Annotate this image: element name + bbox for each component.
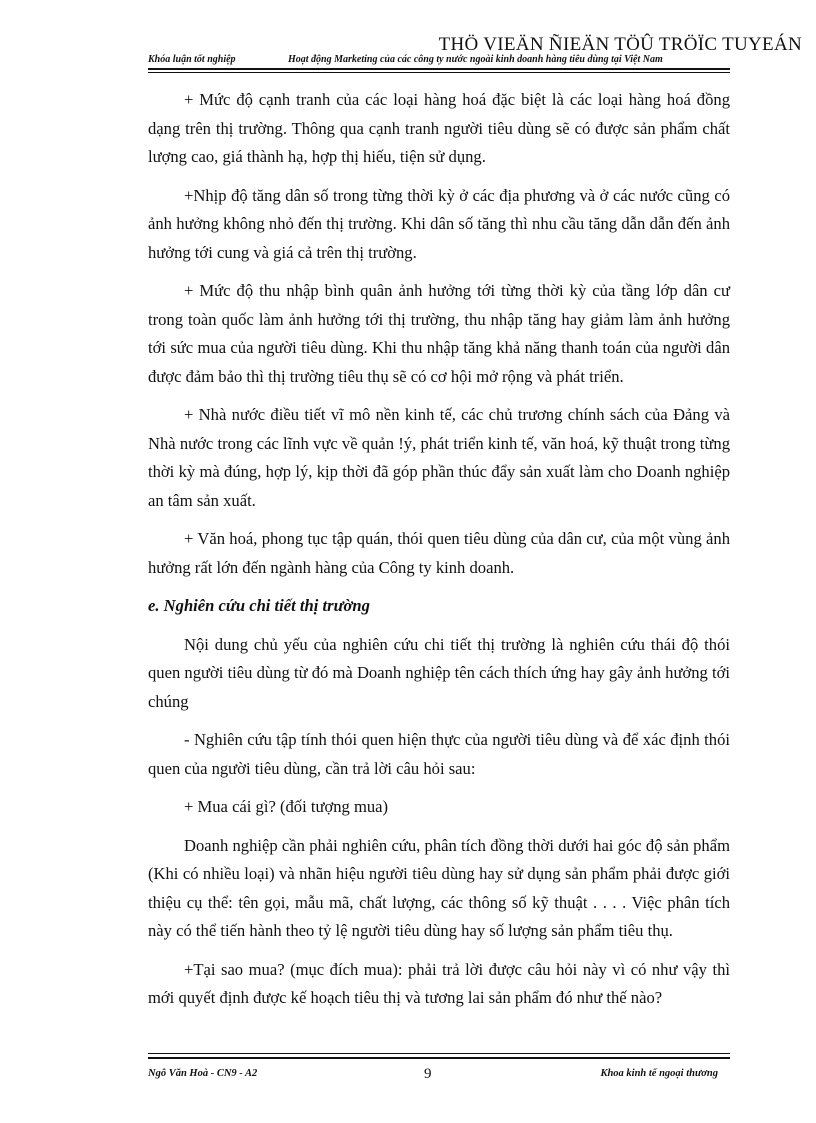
paragraph-population: +Nhịp độ tăng dân số trong từng thời kỳ ở các địa phương và ở các nước cũng có ảnh hưởng không nhỏ đến thị trường. Khi dân số tăng thì nhu cầu tăng dẫn dẫn đến ảnh hưởng tới cung và giá cả trên thị trường.	[148, 185, 730, 262]
paragraph-detail-research: Nội dung chủ yếu của nghiên cứu chi tiết thị trường là nghiên cứu thái độ thói quen người tiêu dùng từ đó mà Doanh nghiệp tên cách thích ứng hay gây ảnh hưởng tới chúng	[148, 634, 730, 711]
paragraph-product-analysis: Doanh nghiệp cần phải nghiên cứu, phân tích đồng thời dưới hai góc độ sản phẩm (Khi có nhiều loại) và nhãn hiệu người tiêu dùng hay sử dụng sản phẩm phải được giới thiệu cụ thể: tên gọi, mẫu mã, chất lượng, các thông số kỹ thuật . . . . Việc phân tích này có thể tiến hành theo tỷ lệ người tiêu dùng hay số lượng sản phẩm tiêu thụ.	[148, 835, 730, 940]
document-body	[148, 86, 730, 1023]
header-thesis-label: Khóa luận tốt nghiệp	[148, 54, 236, 65]
watermark-text: THÖ VIEÄN ÑIEÄN TÖÛ TRÖÏC TUYEÁN	[438, 34, 802, 55]
footer-department: Khoa kinh tế ngoại thương	[600, 1068, 718, 1079]
footer-author: Ngô Văn Hoà - CN9 - A2	[148, 1068, 258, 1079]
paragraph-income: + Mức độ thu nhập bình quân ảnh hưởng tới từng thời kỳ của tầng lớp dân cư trong toàn quốc làm ảnh hưởng tới thị trường, thu nhập tăng hay giảm làm ảnh hưởng tới sức mua của người tiêu dùng. Khi thu nhập tăng khả năng thanh toán của người dân được đảm bảo thì thị trường tiêu thụ sẽ có cơ hội mở rộng và phát triển.	[148, 281, 730, 386]
footer-rule-thick	[148, 1057, 730, 1059]
paragraph-culture: + Văn hoá, phong tục tập quán, thói quen tiêu dùng của dân cư, của một vùng ảnh hưởng rất lớn đến ngành hàng của Công ty kinh doanh.	[148, 529, 730, 577]
paragraph-habit-research: - Nghiên cứu tập tính thói quen hiện thực của người tiêu dùng và để xác định thói quen của người tiêu dùng, cần trả lời câu hỏi sau:	[148, 730, 730, 778]
page-number: 9	[424, 1066, 432, 1082]
paragraph-state-regulation: + Nhà nước điều tiết vĩ mô nền kinh tế, các chủ trương chính sách của Đảng và Nhà nước trong các lĩnh vực về quản !ý, phát triển kinh tế, văn hoá, kỹ thuật trong từng thời kỳ mà đúng, hợp lý, kịp thời đã góp phần thúc đẩy sản xuất làm cho Doanh nghiệp an tâm sản xuất.	[148, 405, 730, 510]
paragraph-why-buy: +Tại sao mua? (mục đích mua): phải trả lời được câu hỏi này vì có như vậy thì mới quyết định được kế hoạch tiêu thị và tương lai sản phẩm đó như thế nào?	[148, 959, 730, 1007]
page-footer	[148, 1066, 730, 1086]
section-heading: e. Nghiên cứu chi tiết thị trường	[148, 596, 370, 615]
header-rule-thin	[148, 72, 730, 73]
header-title: Hoạt động Marketing của các công ty nước ngoài kinh doanh hàng tiêu dùng tại Việt Nam	[288, 54, 663, 65]
paragraph-what-to-buy: + Mua cái gì? (đối tượng mua)	[184, 797, 389, 816]
header-rule-thick	[148, 68, 730, 70]
footer-rule-thin	[148, 1053, 730, 1054]
paragraph-competition: + Mức độ cạnh tranh của các loại hàng hoá đặc biệt là các loại hàng hoá đồng dạng trên thị trường. Thông qua cạnh tranh người tiêu dùng sẽ có được sản phẩm chất lượng cao, giá thành hạ, hợp thị hiếu, tiện sử dụng.	[148, 90, 730, 166]
